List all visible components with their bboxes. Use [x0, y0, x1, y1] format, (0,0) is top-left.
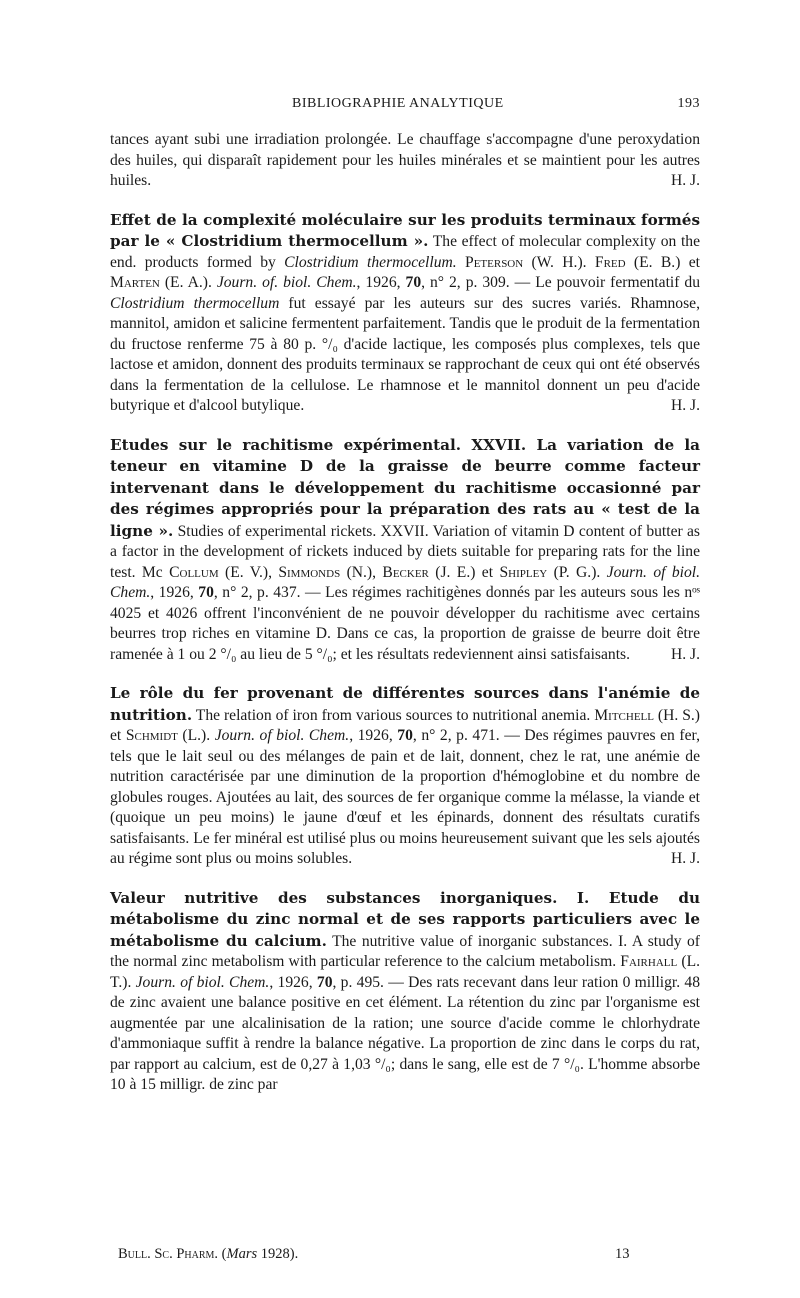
footer-signature: 13	[615, 1246, 630, 1262]
entry-heading: Effet de la complexité moléculaire sur les produits terminaux formés par le « Clostridium thermocellum ».	[110, 210, 700, 250]
continuation-text: tances ayant subi une irradiation prolongée. Le chauffage s'accompagne d'une peroxydation des huiles, qui disparaît rapidement pour les huiles minérales et se maintient pour les autres huiles.	[110, 131, 700, 189]
entry-heading: Valeur nutritive des substances inorganiques. I. Etude du métabolisme du zinc normal et de ses rapports particuliers avec le métabolisme du calcium.	[110, 888, 700, 950]
page-number: 193	[677, 96, 700, 111]
entry-heading: Le rôle du fer provenant de différentes sources dans l'anémie de nutrition.	[110, 684, 700, 724]
entry-author: H. J.	[670, 645, 700, 663]
entry-author: H. J.	[670, 397, 700, 414]
footer-journal: Bull. Sc. Pharm. (Mars 1928).	[118, 1246, 299, 1262]
entry-rachitisme: Etudes sur le rachitisme expérimental. XXVII. La variation de la teneur en vitamine D de la graisse de beurre comme facteur intervenant dans le développement du rachitisme occasionné par des régimes appropriés pour la préparation des rats au « test de la ligne ». Studies of experimental rickets. XXVII. Variation of vitamin D content of butter as a factor in the development of rickets induced by diets suitable for preparing rats for the line test. Mc Collum (E. V.), Simmonds (N.), Becker (J. E.) et Shipley (P. G.). Journ. of biol. Chem., 1926, 70, n° 2, p. 437. — Les régimes rachitigènes donnés par les auteurs sous les nᵒˢ 4025 et 4026 offrent l'inconvénient de ne pouvoir développer du rachitisme avec certains beurres trop riches en vitamine D. Dans ce cas, la proportion de graisse de beurre doit être ramenée à 1 ou 2 °/₀ au lieu de 5 °/₀; et les résultats redeviennent ainsi satisfaisants. H. J.	[110, 435, 700, 666]
entry-fer: Le rôle du fer provenant de différentes sources dans l'anémie de nutrition. The relation of iron from various sources to nutritional anemia. Mitchell (H. S.) et Schmidt (L.). Journ. of biol. Chem., 1926, 70, n° 2, p. 471. — Des régimes pauvres en fer, tels que le lait seul ou des mélanges de pain et de lait, donnent, chez le rat, une anémie de nutrition caractérisée par une diminution de la proportion d'hémoglobine et du nombre de globules rouges. Ajoutées au lait, des sources de fer organique comme la mélasse, la viande et (quoique un peu moins) le jaune d'œuf et les épinards, donnent des résultats curatifs satisfaisants. Le fer minéral est utilisé plus ou moins heureusement suivant que les sels ajoutés au régime sont plus ou moins solubles. H. J.	[110, 683, 700, 870]
entry-author: H. J.	[670, 850, 700, 867]
running-head-title: BIBLIOGRAPHIE ANALYTIQUE	[292, 96, 504, 111]
running-head	[110, 96, 700, 116]
entry-heading: Etudes sur le rachitisme expérimental. XXVII. La variation de la teneur en vitamine D de la graisse de beurre comme facteur intervenant dans le développement du rachitisme occasionné par des régimes appropriés pour la préparation des rats au « test de la ligne ».	[110, 435, 700, 540]
entry-zinc: Valeur nutritive des substances inorganiques. I. Etude du métabolisme du zinc normal et de ses rapports particuliers avec le métabolisme du calcium. The nutritive value of inorganic substances. I. A study of the normal zinc metabolism with particular reference to the calcium metabolism. Fairhall (L. T.). Journ. of biol. Chem., 1926, 70, p. 495. — Des rats recevant dans leur ration 0 milligr. 48 de zinc avaient une balance positive en cet élément. La rétention du zinc par l'organisme est augmentée par une alcalinisation de la ration; une source d'acide comme le chlorhydrate d'ammoniaque suffit à rendre la balance négative. La proportion de zinc dans le corps du rat, par rapport au calcium, est de 0,27 à 1,03 °/₀; dans le sang, elle est de 7 °/₀. L'homme absorbe 10 à 15 milligr. de zinc par	[110, 888, 701, 1093]
article-body	[110, 130, 700, 1096]
entry-clostridium: Effet de la complexité moléculaire sur les produits terminaux formés par le « Clostridium thermocellum ». The effect of molecular complexity on the end. products formed by Clostridium thermocellum. Peterson (W. H.). Fred (E. B.) et Marten (E. A.). Journ. of. biol. Chem., 1926, 70, n° 2, p. 309. — Le pouvoir fermentatif du Clostridium thermocellum fut essayé par les auteurs sur des sucres variés. Rhamnose, mannitol, amidon et salicine fermentent parfaitement. Tandis que le produit de la fermentation du fructose renferme 75 à 80 p. °/₀ d'acide lactique, les composés plus complexes, tels que lactose et amidon, donnent des produits terminaux se rapprochant de ceux qui ont été observés dans la fermentation de la cellulose. Le rhamnose et le mannitol donnent un peu d'acide butyrique et d'alcool butylique. H. J.	[110, 210, 700, 417]
continuation-author: H. J.	[670, 172, 700, 189]
continuation-paragraph	[110, 130, 700, 192]
